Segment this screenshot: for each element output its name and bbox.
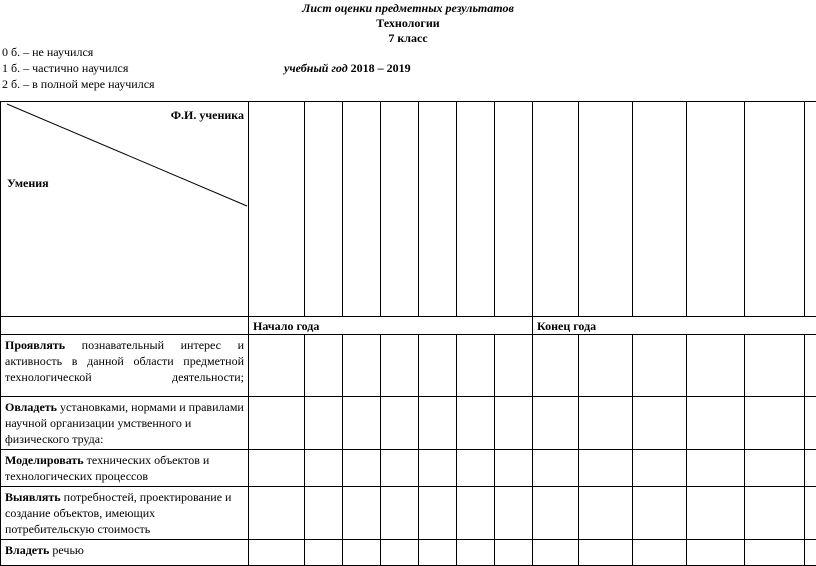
score-cell[interactable] bbox=[805, 335, 816, 397]
score-cell[interactable] bbox=[305, 487, 343, 540]
diagonal-divider bbox=[1, 102, 249, 317]
sheet-title: Лист оценки предметных результатов bbox=[0, 1, 816, 16]
table-row bbox=[1, 487, 816, 540]
score-cell[interactable] bbox=[419, 450, 457, 487]
names-row bbox=[1, 102, 816, 317]
score-cell[interactable] bbox=[249, 335, 305, 397]
score-cell[interactable] bbox=[805, 450, 816, 487]
score-cell[interactable] bbox=[687, 540, 745, 566]
score-cell[interactable] bbox=[533, 335, 579, 397]
score-cell[interactable] bbox=[495, 335, 533, 397]
score-cell[interactable] bbox=[495, 540, 533, 566]
student-name-cell[interactable] bbox=[305, 102, 343, 317]
skill-cell bbox=[1, 397, 249, 450]
score-cell[interactable] bbox=[687, 450, 745, 487]
score-cell[interactable] bbox=[249, 397, 305, 450]
score-cell[interactable] bbox=[343, 540, 381, 566]
score-cell[interactable] bbox=[249, 487, 305, 540]
score-cell[interactable] bbox=[381, 487, 419, 540]
score-cell[interactable] bbox=[687, 335, 745, 397]
skill-text: речью bbox=[49, 543, 84, 557]
assessment-table bbox=[0, 101, 816, 566]
score-cell[interactable] bbox=[343, 335, 381, 397]
skill-cell bbox=[1, 540, 249, 566]
student-name-cell[interactable] bbox=[633, 102, 687, 317]
score-cell[interactable] bbox=[343, 450, 381, 487]
table-row bbox=[1, 450, 816, 487]
score-cell[interactable] bbox=[805, 540, 816, 566]
student-name-cell[interactable] bbox=[249, 102, 305, 317]
table-row bbox=[1, 397, 816, 450]
score-cell[interactable] bbox=[419, 540, 457, 566]
score-cell[interactable] bbox=[249, 450, 305, 487]
skills-header: Умения bbox=[7, 176, 49, 191]
end-of-year-header: Конец года bbox=[533, 317, 816, 335]
student-name-cell[interactable] bbox=[343, 102, 381, 317]
score-cell[interactable] bbox=[249, 540, 305, 566]
skill-text: технических объектов и технологических процессов bbox=[5, 453, 209, 483]
school-year bbox=[284, 60, 411, 76]
score-cell[interactable] bbox=[343, 487, 381, 540]
period-row bbox=[1, 317, 816, 335]
score-cell[interactable] bbox=[633, 487, 687, 540]
score-cell[interactable] bbox=[745, 335, 805, 397]
score-cell[interactable] bbox=[305, 540, 343, 566]
score-cell[interactable] bbox=[633, 335, 687, 397]
subject-title: Технологии bbox=[0, 16, 816, 31]
skill-text: установками, нормами и правилами научной организации умственного и физического труда: bbox=[5, 400, 244, 446]
score-cell[interactable] bbox=[495, 487, 533, 540]
skill-text: познавательный интерес и активность в данной области предметной технологической деятельности; bbox=[5, 338, 244, 384]
score-cell[interactable] bbox=[381, 540, 419, 566]
student-name-cell[interactable] bbox=[579, 102, 633, 317]
skill-verb: Выявлять bbox=[5, 490, 61, 504]
score-cell[interactable] bbox=[633, 397, 687, 450]
school-year-value: 2018 – 2019 bbox=[351, 61, 411, 75]
skill-cell bbox=[1, 450, 249, 487]
skill-verb: Овладеть bbox=[5, 400, 57, 414]
student-name-cell[interactable] bbox=[381, 102, 419, 317]
legend-item-0: 0 б. – не научился bbox=[2, 44, 93, 60]
student-name-cell[interactable] bbox=[495, 102, 533, 317]
score-cell[interactable] bbox=[687, 487, 745, 540]
score-cell[interactable] bbox=[343, 397, 381, 450]
score-cell[interactable] bbox=[381, 335, 419, 397]
score-cell[interactable] bbox=[457, 540, 495, 566]
score-cell[interactable] bbox=[579, 540, 633, 566]
score-cell[interactable] bbox=[579, 397, 633, 450]
score-cell[interactable] bbox=[533, 450, 579, 487]
score-cell[interactable] bbox=[533, 540, 579, 566]
score-cell[interactable] bbox=[579, 450, 633, 487]
score-cell[interactable] bbox=[305, 397, 343, 450]
score-cell[interactable] bbox=[805, 487, 816, 540]
score-cell[interactable] bbox=[305, 335, 343, 397]
score-cell[interactable] bbox=[533, 487, 579, 540]
table-row bbox=[1, 540, 816, 566]
score-cell[interactable] bbox=[457, 335, 495, 397]
skill-text: потребностей, проектирование и создание объектов, имеющих потребительскую стоимость bbox=[5, 490, 231, 536]
legend-item-1: 1 б. – частично научился bbox=[2, 60, 128, 76]
student-name-cell[interactable] bbox=[533, 102, 579, 317]
score-cell[interactable] bbox=[419, 397, 457, 450]
student-name-cell[interactable] bbox=[745, 102, 805, 317]
table-row bbox=[1, 335, 816, 397]
legend-item-2: 2 б. – в полной мере научился bbox=[2, 76, 155, 92]
score-cell[interactable] bbox=[495, 397, 533, 450]
score-cell[interactable] bbox=[745, 487, 805, 540]
score-cell[interactable] bbox=[419, 335, 457, 397]
score-cell[interactable] bbox=[633, 450, 687, 487]
score-cell[interactable] bbox=[805, 397, 816, 450]
score-cell[interactable] bbox=[687, 397, 745, 450]
score-cell[interactable] bbox=[457, 487, 495, 540]
score-cell[interactable] bbox=[579, 335, 633, 397]
score-cell[interactable] bbox=[745, 450, 805, 487]
start-of-year-header: Начало года bbox=[249, 317, 533, 335]
skill-verb: Проявлять bbox=[5, 338, 65, 352]
score-cell[interactable] bbox=[633, 540, 687, 566]
student-name-cell[interactable] bbox=[805, 102, 816, 317]
score-cell[interactable] bbox=[419, 487, 457, 540]
skill-verb: Владеть bbox=[5, 543, 49, 557]
score-cell[interactable] bbox=[457, 450, 495, 487]
corner-header-cell bbox=[1, 102, 249, 317]
score-cell[interactable] bbox=[495, 450, 533, 487]
score-cell[interactable] bbox=[745, 540, 805, 566]
score-cell[interactable] bbox=[457, 397, 495, 450]
skill-cell bbox=[1, 335, 249, 397]
score-cell[interactable] bbox=[381, 397, 419, 450]
period-blank-cell bbox=[1, 317, 249, 335]
grade-title: 7 класс bbox=[0, 31, 816, 46]
student-name-cell[interactable] bbox=[687, 102, 745, 317]
school-year-label: учебный год bbox=[284, 61, 348, 75]
score-cell[interactable] bbox=[381, 450, 419, 487]
score-cell[interactable] bbox=[745, 397, 805, 450]
student-name-cell[interactable] bbox=[419, 102, 457, 317]
student-name-header: Ф.И. ученика bbox=[171, 108, 244, 123]
score-cell[interactable] bbox=[305, 450, 343, 487]
skill-verb: Моделировать bbox=[5, 453, 84, 467]
student-name-cell[interactable] bbox=[457, 102, 495, 317]
score-cell[interactable] bbox=[533, 397, 579, 450]
score-cell[interactable] bbox=[579, 487, 633, 540]
skill-cell bbox=[1, 487, 249, 540]
